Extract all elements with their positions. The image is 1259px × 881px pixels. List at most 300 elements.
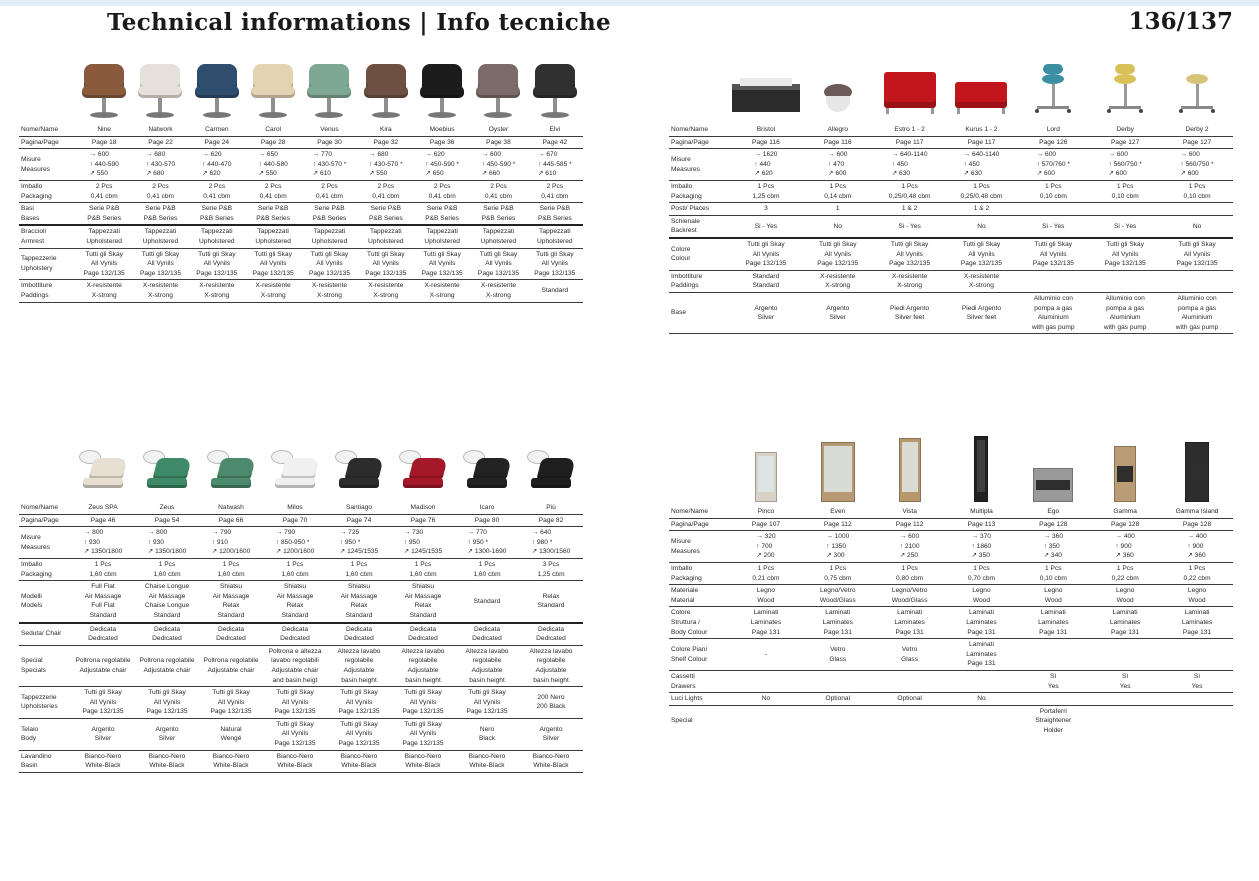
product-shape bbox=[259, 112, 287, 118]
table-cell bbox=[874, 518, 946, 531]
cell-line: Tappezzati bbox=[201, 228, 233, 236]
measure-value: ↗ 660 bbox=[481, 170, 500, 178]
furniture-row-luci-lights bbox=[669, 693, 1233, 706]
cell-line: Dedicated bbox=[280, 635, 310, 643]
cell-line: Piedi Argento bbox=[961, 304, 1002, 312]
stools-images bbox=[669, 58, 1233, 124]
cell-line: 1 Pcs bbox=[973, 564, 990, 572]
table-cell bbox=[414, 149, 470, 181]
measure-value: → 650 bbox=[258, 151, 278, 159]
table-cell bbox=[470, 203, 526, 226]
cell-line: Silver bbox=[757, 314, 775, 322]
washes-row-lavandino bbox=[19, 750, 583, 772]
table-cell bbox=[802, 238, 874, 270]
cell-line: X-resistente bbox=[892, 272, 928, 280]
table-cell bbox=[1161, 607, 1233, 639]
cell-line: Upholstered bbox=[368, 237, 404, 245]
cell-line: Tutti gli Skay bbox=[84, 689, 122, 697]
row-label-line: Imballo bbox=[671, 564, 693, 572]
table-cell bbox=[327, 623, 391, 646]
table-cell bbox=[802, 607, 874, 639]
row-label-line: Measures bbox=[671, 547, 700, 555]
cell-line: basin height bbox=[405, 676, 441, 684]
table-cell bbox=[946, 215, 1018, 238]
cell-line: Laminates bbox=[966, 618, 997, 626]
cell-line: Page 128 bbox=[1182, 520, 1212, 528]
row-label-line: Basi bbox=[21, 205, 34, 213]
table-cell bbox=[132, 203, 188, 226]
furniture-table bbox=[669, 506, 1233, 736]
table-cell bbox=[135, 623, 199, 646]
cell-line: 1 & 2 bbox=[973, 205, 990, 213]
product-shape bbox=[824, 446, 852, 492]
table-cell bbox=[1089, 180, 1161, 202]
product-shape bbox=[1035, 109, 1039, 113]
table-cell bbox=[1017, 531, 1089, 563]
table-cell bbox=[1161, 693, 1233, 706]
cell-line: All Vynils bbox=[1040, 250, 1067, 258]
table-cell bbox=[135, 502, 199, 514]
cell-line: Dedicated bbox=[472, 635, 502, 643]
row-label-line: Packaging bbox=[671, 574, 702, 582]
washes-row-telaio bbox=[19, 718, 583, 750]
product-image-estro-1-2 bbox=[874, 58, 946, 124]
product-image-madison bbox=[391, 440, 455, 502]
cell-line: Gamma Island bbox=[1175, 508, 1219, 515]
row-label bbox=[19, 203, 76, 226]
cell-line: White-Black bbox=[341, 762, 377, 770]
cell-line: No bbox=[977, 222, 986, 230]
table-cell bbox=[71, 581, 135, 623]
measure-value: ↗ 1200/1600 bbox=[275, 548, 315, 556]
measure-value: → 600 bbox=[828, 151, 848, 159]
table-cell bbox=[1161, 215, 1233, 238]
cell-line: Laminati bbox=[968, 641, 994, 649]
table-cell bbox=[199, 750, 263, 772]
cell-line: Page 132/135 bbox=[1176, 260, 1218, 268]
cell-line: Venus bbox=[320, 126, 339, 133]
cell-line: 0,14 cbm bbox=[824, 192, 852, 200]
cell-line: 1 Pcs bbox=[478, 560, 496, 568]
row-label bbox=[669, 238, 730, 270]
product-shape bbox=[1188, 463, 1206, 481]
table-cell bbox=[301, 225, 357, 248]
cell-line: Tutti gli Skay bbox=[404, 689, 442, 697]
cell-line: Page 132/135 bbox=[477, 269, 519, 277]
table-cell bbox=[946, 639, 1018, 671]
cell-line: Air Massage bbox=[340, 592, 378, 600]
cell-line: All Vynils bbox=[824, 250, 852, 258]
cell-line: Poltrona regolabile bbox=[203, 657, 259, 665]
product-image-elvi bbox=[527, 58, 583, 124]
table-cell bbox=[71, 527, 135, 559]
cell-line: Yes bbox=[1191, 682, 1203, 690]
table-cell bbox=[874, 203, 946, 216]
table-cell bbox=[414, 124, 470, 136]
cell-line: Page 132/135 bbox=[817, 260, 859, 268]
measure-value: ↗ 1350/1800 bbox=[83, 548, 123, 556]
cell-line: Page 131 bbox=[823, 628, 852, 636]
cell-line: Laminati bbox=[825, 609, 851, 617]
cell-line: Air Massage bbox=[404, 592, 442, 600]
cell-line: Tutti gli Skay bbox=[819, 240, 857, 248]
product-shape bbox=[931, 108, 934, 114]
product-image-natwash bbox=[199, 440, 263, 502]
cell-line: 3 bbox=[764, 205, 768, 213]
table-cell bbox=[189, 203, 245, 226]
measure-value: → 400 bbox=[1187, 533, 1207, 541]
cell-line: 1 Pcs bbox=[286, 560, 304, 568]
cell-line: X-resistente bbox=[199, 282, 235, 290]
table-cell bbox=[1017, 292, 1089, 333]
product-shape bbox=[955, 82, 1007, 108]
table-cell bbox=[730, 203, 802, 216]
cell-line: Adjustable bbox=[535, 666, 567, 674]
table-cell bbox=[245, 280, 301, 302]
table-cell bbox=[527, 149, 583, 181]
measure-value: → 730 bbox=[403, 529, 424, 537]
washes-row-seduta-chair bbox=[19, 623, 583, 646]
cell-line: Dedicated bbox=[88, 635, 118, 643]
table-cell bbox=[327, 514, 391, 527]
cell-line: Chaise Longue bbox=[144, 602, 190, 610]
cell-line: All Vynils bbox=[1111, 250, 1139, 258]
row-label-line: Schienale bbox=[671, 217, 700, 225]
cell-line: Page 46 bbox=[90, 516, 116, 524]
cell-line: Air Massage bbox=[212, 592, 250, 600]
cell-line: Ego bbox=[1047, 508, 1060, 515]
measure-value: → 600 bbox=[1036, 151, 1057, 159]
cell-line: Wood bbox=[1044, 596, 1062, 604]
row-label-line: Shelf Colour bbox=[671, 655, 708, 663]
cell-line: Adjustable chair bbox=[207, 666, 255, 674]
cell-line: regolabile bbox=[472, 657, 502, 665]
table-cell bbox=[519, 558, 583, 580]
table-cell bbox=[245, 124, 301, 136]
cell-line: Carol bbox=[265, 126, 282, 133]
measure-value: → 600 bbox=[1108, 151, 1128, 159]
table-cell bbox=[802, 670, 874, 692]
row-label bbox=[669, 136, 730, 149]
product-shape bbox=[420, 86, 464, 98]
cell-line: P&B Series bbox=[143, 214, 178, 222]
cell-line: basin height bbox=[341, 676, 377, 684]
measure-value: ↗ 250 bbox=[899, 552, 919, 560]
table-cell bbox=[1161, 203, 1233, 216]
table-cell bbox=[391, 687, 455, 719]
measure-value: ↗ 610 bbox=[537, 170, 557, 178]
table-cell bbox=[874, 238, 946, 270]
washes-row-modelli bbox=[19, 581, 583, 623]
table-cell bbox=[76, 149, 132, 181]
cell-line: Nine bbox=[97, 126, 111, 133]
washes-table bbox=[19, 502, 583, 773]
table-cell bbox=[135, 527, 199, 559]
cell-line: Page 131 bbox=[967, 628, 996, 636]
cell-line: Dedicated bbox=[408, 635, 438, 643]
washes-images bbox=[19, 440, 583, 502]
stools-row-colore bbox=[669, 238, 1233, 270]
table-cell bbox=[327, 527, 391, 559]
cell-line: X-strong bbox=[260, 291, 286, 299]
table-cell bbox=[946, 670, 1018, 692]
cell-line: All Vynils bbox=[90, 260, 118, 268]
product-shape bbox=[203, 112, 231, 118]
table-cell bbox=[470, 136, 526, 149]
table-cell bbox=[946, 518, 1018, 531]
cell-line: X-strong bbox=[91, 291, 117, 299]
table-cell bbox=[519, 718, 583, 750]
cell-line: All Vynils bbox=[153, 698, 181, 706]
cell-line: All Vynils bbox=[217, 698, 245, 706]
cell-line: Laminati bbox=[968, 609, 994, 617]
table-cell bbox=[1089, 203, 1161, 216]
cell-line: 1 bbox=[835, 205, 840, 213]
cell-line: Page 70 bbox=[282, 516, 308, 524]
table-cell bbox=[730, 215, 802, 238]
cell-line: Page 131 bbox=[751, 628, 781, 636]
cell-line: Argento bbox=[826, 304, 850, 312]
row-label bbox=[669, 607, 730, 639]
cell-line: All Vynils bbox=[281, 730, 309, 738]
table-cell bbox=[802, 149, 874, 181]
table-cell bbox=[527, 124, 583, 136]
stools-row-imbottiture bbox=[669, 270, 1233, 292]
row-label-line: Imballo bbox=[671, 182, 693, 190]
product-shape bbox=[884, 72, 936, 108]
cell-line: 0,10 cbm bbox=[1039, 192, 1067, 200]
product-shape bbox=[372, 112, 400, 118]
product-shape bbox=[146, 112, 174, 118]
table-cell bbox=[1089, 238, 1161, 270]
table-cell bbox=[71, 514, 135, 527]
row-label bbox=[669, 203, 730, 216]
cell-line: All Vynils bbox=[281, 698, 309, 706]
row-label-line: Paddings bbox=[671, 282, 699, 290]
product-image-carol bbox=[245, 58, 301, 124]
cell-line: Derby bbox=[1116, 126, 1134, 133]
measure-value: → 600 bbox=[899, 533, 920, 541]
furniture-row-nome-name bbox=[669, 506, 1233, 518]
cell-line: 1,60 cbm bbox=[217, 570, 245, 578]
row-label-line: Packaging bbox=[21, 192, 52, 200]
product-shape bbox=[138, 86, 182, 98]
measure-value: ↑ 850-950 * bbox=[275, 538, 310, 546]
cell-line: Adjustable chair bbox=[79, 666, 127, 674]
table-cell bbox=[519, 750, 583, 772]
product-shape bbox=[1117, 466, 1133, 483]
cell-line: Wood/Glass bbox=[819, 596, 856, 604]
chairs-row-tappezzerie bbox=[19, 248, 583, 280]
table-cell bbox=[730, 518, 802, 531]
cell-line: Multipla bbox=[970, 508, 993, 515]
cell-line: Laminati bbox=[753, 609, 779, 617]
cell-line: Si - Yes bbox=[898, 222, 921, 230]
cell-line: Serie P&B bbox=[88, 205, 120, 213]
cell-line: Bristol bbox=[756, 126, 776, 133]
cell-line: 2 Pcs bbox=[546, 182, 564, 190]
cell-line: Laminates bbox=[1181, 618, 1213, 626]
cell-line: No bbox=[977, 695, 986, 703]
cell-line: No bbox=[1192, 222, 1202, 230]
cell-line: Page 132/135 bbox=[466, 708, 508, 716]
cell-line: Bianco-Nero bbox=[340, 752, 378, 760]
cell-line: 1 Pcs bbox=[757, 182, 775, 190]
table-cell bbox=[455, 645, 519, 686]
cell-line: Tutti gli Skay bbox=[141, 250, 180, 258]
cell-line: Tutti gli Skay bbox=[85, 250, 123, 258]
product-shape bbox=[428, 112, 456, 118]
product-shape bbox=[195, 86, 239, 98]
cell-line: Legno bbox=[1115, 587, 1135, 595]
table-cell bbox=[199, 718, 263, 750]
row-label-line: Braccioli bbox=[21, 228, 46, 236]
cell-line: lavabo regolabili bbox=[271, 657, 319, 665]
cell-line: Wood bbox=[757, 596, 775, 604]
product-image-moebius bbox=[414, 58, 470, 124]
cell-line: White-Black bbox=[533, 762, 569, 770]
cell-line: Laminati bbox=[1112, 609, 1138, 617]
row-label bbox=[19, 136, 76, 149]
cell-line: regolabile bbox=[536, 657, 566, 665]
cell-line: Optional bbox=[897, 695, 922, 703]
cell-line: Adjustable bbox=[407, 666, 439, 674]
cell-line: Page 127 bbox=[1182, 138, 1212, 146]
table-cell bbox=[730, 562, 802, 584]
cell-line: Laminates bbox=[822, 618, 853, 626]
cell-line: Silver bbox=[158, 735, 176, 743]
chairs-row-imballo bbox=[19, 180, 583, 202]
cell-line: 1 Pcs bbox=[829, 564, 847, 572]
cell-line: Page 132/135 bbox=[1032, 260, 1074, 268]
product-image-nine bbox=[76, 58, 132, 124]
cell-line: Oyster bbox=[488, 126, 509, 133]
cell-line: Alluminio con bbox=[1177, 294, 1217, 302]
product-shape bbox=[886, 108, 889, 114]
table-cell bbox=[132, 280, 188, 302]
table-cell bbox=[1089, 124, 1161, 136]
product-image-oyster bbox=[470, 58, 526, 124]
cell-line: X-resistente bbox=[255, 282, 291, 290]
cell-line: Page 117 bbox=[895, 138, 924, 146]
cell-line: Tutti gli Skay bbox=[198, 250, 236, 258]
measure-value: → 640-1140 bbox=[963, 151, 1000, 159]
cell-line: 1 Pcs bbox=[901, 564, 918, 572]
product-image-derby-2 bbox=[1161, 58, 1233, 124]
row-label-line: Body Colour bbox=[671, 628, 708, 636]
row-label bbox=[669, 149, 730, 181]
table-cell bbox=[802, 203, 874, 216]
cell-line: Page 116 bbox=[752, 138, 780, 146]
measure-value: → 800 bbox=[147, 529, 168, 537]
table-cell bbox=[730, 149, 802, 181]
cell-line: Page 132/135 bbox=[1104, 260, 1146, 268]
row-label-line: Basin bbox=[21, 762, 38, 770]
table-cell bbox=[802, 270, 874, 292]
chairs-images bbox=[19, 58, 583, 124]
table-cell bbox=[199, 502, 263, 514]
table-cell bbox=[874, 270, 946, 292]
row-label bbox=[19, 248, 76, 280]
cell-line: 1 Pcs bbox=[1188, 564, 1206, 572]
measure-value: ↑ 450-590 * bbox=[481, 160, 516, 168]
cell-line: Page 82 bbox=[538, 516, 564, 524]
cell-line: Full Flat bbox=[91, 602, 115, 610]
furniture-row-colore bbox=[669, 607, 1233, 639]
cell-line: Page 132/135 bbox=[83, 269, 125, 277]
cell-line: P&B Series bbox=[87, 214, 122, 222]
row-label bbox=[669, 124, 730, 136]
table-cell bbox=[874, 292, 946, 333]
cell-line: Standard bbox=[752, 282, 780, 290]
table-cell bbox=[1017, 124, 1089, 136]
product-shape bbox=[1115, 64, 1135, 74]
cell-line: 2 Pcs bbox=[208, 182, 226, 190]
cell-line: 0,25/0,48 cbm bbox=[960, 192, 1003, 200]
product-shape bbox=[1181, 106, 1213, 109]
cell-line: with gas pump bbox=[1032, 323, 1075, 331]
cell-line: Tutti gli Skay bbox=[404, 720, 442, 728]
row-label-line: Misure bbox=[21, 533, 41, 541]
cell-line: All Vynils bbox=[372, 260, 400, 268]
table-cell bbox=[132, 136, 188, 149]
table-cell bbox=[946, 203, 1018, 216]
cell-line: Upholstered bbox=[424, 237, 460, 245]
row-label bbox=[669, 531, 730, 563]
cell-line: Silver feet bbox=[894, 314, 925, 322]
row-label-line: Paddings bbox=[21, 291, 49, 299]
washes-row-nome-name bbox=[19, 502, 583, 514]
cell-line: Argento bbox=[539, 725, 563, 733]
table-cell bbox=[802, 639, 874, 671]
measure-value: → 670 bbox=[537, 151, 558, 159]
table-cell bbox=[802, 506, 874, 518]
table-cell bbox=[358, 136, 414, 149]
measure-value: ↑ 900 bbox=[1115, 542, 1132, 550]
table-cell bbox=[414, 280, 470, 302]
table-cell bbox=[132, 248, 188, 280]
product-shape bbox=[83, 478, 123, 488]
table-cell bbox=[946, 270, 1018, 292]
cell-line: Carmen bbox=[205, 126, 229, 133]
table-cell bbox=[301, 280, 357, 302]
row-label-line: Lavandino bbox=[21, 752, 52, 760]
table-cell bbox=[802, 585, 874, 607]
row-label-line: Packaging bbox=[21, 570, 52, 578]
table-cell bbox=[76, 124, 132, 136]
product-shape bbox=[152, 458, 191, 480]
table-cell bbox=[189, 225, 245, 248]
table-cell bbox=[455, 623, 519, 646]
cell-line: Standard bbox=[537, 602, 565, 610]
measure-value: ↗ 630 bbox=[891, 170, 911, 178]
measure-value: → 360 bbox=[1043, 533, 1064, 541]
cell-line: Altezza lavabo bbox=[465, 647, 509, 655]
row-label bbox=[19, 225, 76, 248]
cell-line: Optional bbox=[825, 695, 851, 703]
table-cell bbox=[263, 527, 327, 559]
measure-value: ↗ 1200/1600 bbox=[211, 548, 251, 556]
cell-line: Page 112 bbox=[895, 520, 924, 528]
cell-line: Altezza lavabo bbox=[337, 647, 381, 655]
cell-line: Altezza lavabo bbox=[529, 647, 573, 655]
cell-line: Tutti gli Skay bbox=[962, 240, 1001, 248]
table-cell bbox=[874, 124, 946, 136]
washes-row-tappezzerie bbox=[19, 687, 583, 719]
cell-line: Standard bbox=[345, 611, 373, 619]
table-cell bbox=[1161, 238, 1233, 270]
measure-value: ↗ 1300-1690 bbox=[467, 548, 507, 556]
